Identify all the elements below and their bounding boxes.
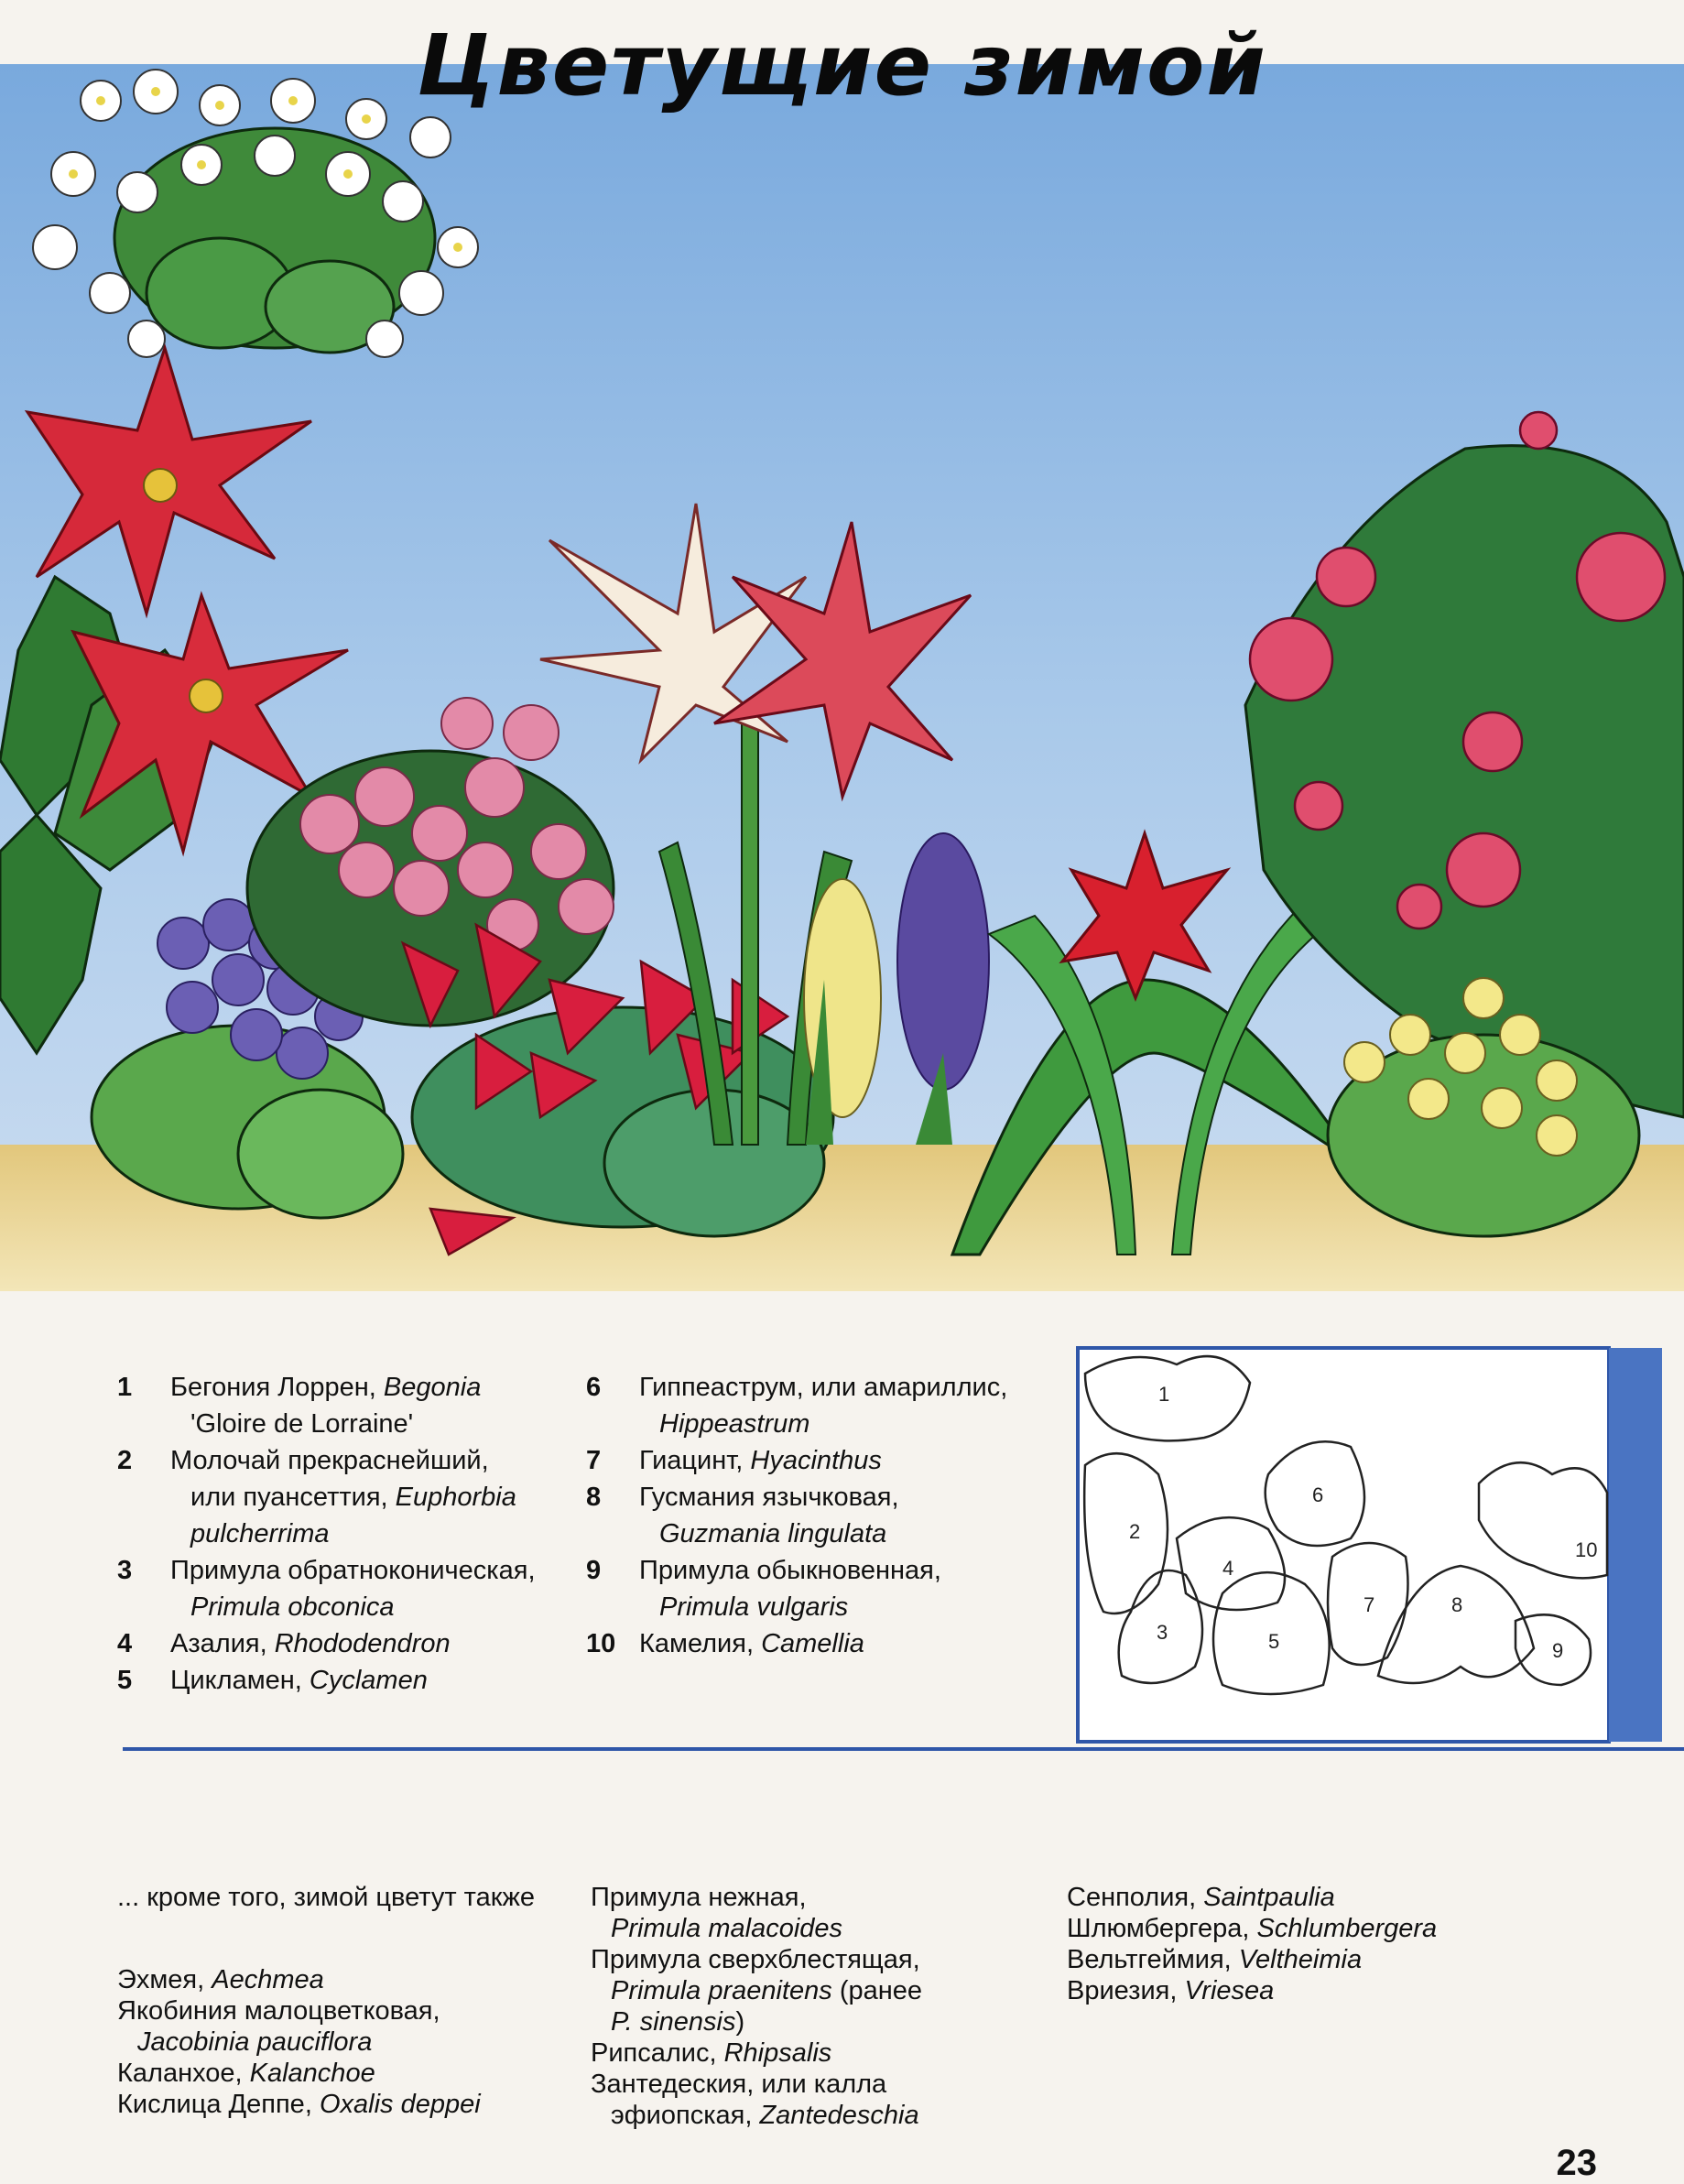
section-divider (123, 1747, 1684, 1751)
legend-common-name: Цикламен, (170, 1666, 310, 1695)
key-label: 9 (1552, 1639, 1564, 1662)
legend-item (586, 1552, 1044, 1625)
key-label: 3 (1157, 1621, 1168, 1644)
legend-number: 5 (117, 1666, 133, 1695)
also-blooming-item: Primula malacoides (611, 1914, 843, 1943)
also-blooming-item: Эхмея, Aechmea (117, 1965, 324, 1994)
also-blooming-item: Якобиния малоцветковая, (117, 1996, 440, 2026)
legend-latin-name: Begonia (383, 1373, 482, 1402)
legend-latin-name: Hippeastrum (659, 1409, 810, 1439)
legend-common-name-cont: или пуансеттия, (190, 1483, 396, 1512)
legend-latin-name: Primula vulgaris (659, 1592, 849, 1622)
also-blooming-column-2 (591, 1882, 1048, 2131)
also-blooming-item: Каланхое, Kalanchoe (117, 2059, 375, 2088)
legend-common-name: Бегония Лоррен, (170, 1373, 384, 1402)
legend-number: 1 (117, 1373, 133, 1402)
legend-common-name: Гусмания язычковая, (639, 1483, 899, 1512)
legend-number: 8 (586, 1483, 602, 1512)
key-label: 1 (1158, 1383, 1170, 1406)
key-label: 10 (1575, 1538, 1598, 1561)
legend-common-name: Азалия, (170, 1629, 275, 1658)
legend-item (586, 1625, 1044, 1662)
also-blooming-item: Primula praenitens (ранее (611, 1976, 923, 2005)
flower-illustration (0, 64, 1684, 1291)
legend-column-right (586, 1369, 1044, 1662)
legend-item (117, 1369, 548, 1442)
legend-item (117, 1552, 548, 1625)
also-blooming-item: Шлюмбергера, Schlumbergera (1067, 1914, 1438, 1943)
key-label: 7 (1363, 1593, 1375, 1616)
legend-number: 10 (586, 1629, 616, 1658)
legend-latin-name: Primula obconica (190, 1592, 395, 1622)
legend-item (117, 1442, 548, 1552)
key-label: 5 (1268, 1630, 1280, 1653)
also-blooming-item: Вриезия, Vriesea (1067, 1976, 1275, 2005)
also-blooming-item: Jacobinia pauciflora (137, 2027, 373, 2057)
key-label: 8 (1451, 1593, 1463, 1616)
also-blooming-item: Примула нежная, (591, 1883, 807, 1912)
legend-common-name: Гиппеаструм, или амариллис, (639, 1373, 1008, 1402)
legend-common-name: Примула обыкновенная, (639, 1556, 941, 1585)
legend-latin-cont: 'Gloire de Lorraine' (190, 1409, 414, 1439)
legend-latin-name: Cyclamen (309, 1666, 428, 1695)
also-blooming-item: Примула сверхблестящая, (591, 1945, 920, 1974)
legend-number: 9 (586, 1556, 602, 1585)
key-label: 6 (1312, 1483, 1324, 1506)
legend-common-name: Молочай прекраснейший, (170, 1446, 489, 1475)
legend-number: 2 (117, 1446, 133, 1475)
legend-item (117, 1625, 548, 1662)
legend-number: 4 (117, 1629, 133, 1658)
legend-item (117, 1662, 548, 1699)
also-blooming-item: Вельтгеймия, Veltheimia (1067, 1945, 1363, 1974)
also-blooming-intro: ... кроме того, зимой цветут также (117, 1883, 535, 1912)
also-blooming-item: эфиопская, Zantedeschia (611, 2101, 919, 2130)
also-blooming-item: Сенполия, Saintpaulia (1067, 1883, 1335, 1912)
also-blooming-item: Зантедеския, или калла (591, 2070, 887, 2099)
legend-common-name: Камелия, (639, 1629, 762, 1658)
legend-item (586, 1442, 1044, 1479)
legend-number: 6 (586, 1373, 602, 1402)
page-number: 23 (1556, 2143, 1597, 2183)
legend-latin-name: Hyacinthus (750, 1446, 882, 1475)
page-title: Цветущие зимой (417, 16, 1267, 114)
also-blooming-item: Кислица Деппе, Oxalis deppei (117, 2090, 481, 2119)
legend-latin-cont: pulcherrima (190, 1519, 330, 1548)
legend-item (586, 1369, 1044, 1442)
also-blooming-item: Рипсалис, Rhipsalis (591, 2038, 832, 2068)
planting-key-diagram (1076, 1346, 1662, 1749)
also-blooming-column-3 (1067, 1882, 1525, 2006)
key-label: 2 (1129, 1520, 1141, 1543)
also-blooming-column-1 (117, 1882, 548, 2120)
legend-latin-name: Guzmania lingulata (659, 1519, 887, 1548)
legend-latin-name: Camellia (761, 1629, 864, 1658)
legend-common-name: Гиацинт, (639, 1446, 751, 1475)
legend-latin-name: Euphorbia (395, 1483, 516, 1512)
legend-common-name: Примула обратноконическая, (170, 1556, 536, 1585)
legend-number: 3 (117, 1556, 133, 1585)
legend-latin-name: Rhododendron (274, 1629, 451, 1658)
also-blooming-item: P. sinensis) (611, 2007, 745, 2037)
legend-item (586, 1479, 1044, 1552)
legend-number: 7 (586, 1446, 602, 1475)
key-label: 4 (1222, 1557, 1234, 1580)
legend-column-left (117, 1369, 548, 1699)
